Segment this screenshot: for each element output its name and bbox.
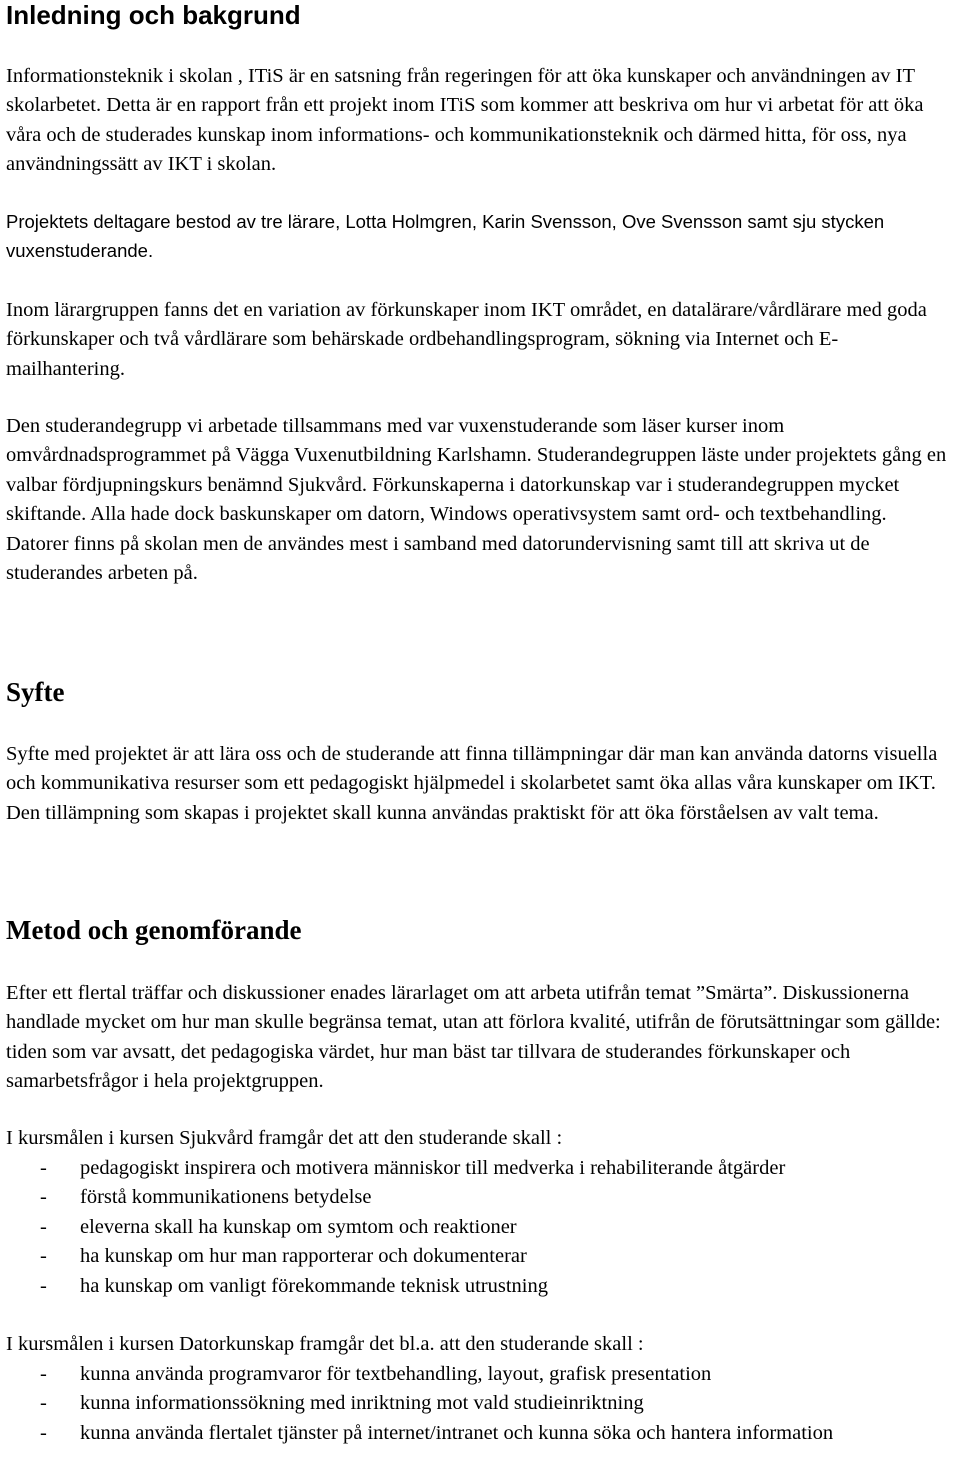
syfte-paragraph (6, 740, 954, 828)
list-item-text: kunna informationssökning med inriktning mot vald studieinriktning (80, 1392, 644, 1415)
list-item-text: ha kunskap om vanligt förekommande teknisk utrustning (80, 1274, 549, 1297)
intro-paragraph-4-text: Den studerandegrupp vi arbetade tillsammans med var vuxenstuderande som läser kurser inom omvårdnadsprogrammet på Vägga Vuxenutbildning Karlshamn. Studerandegruppen läste under projektets gång en valbar fördjupningskurs benämnd Sjukvård. Förkunskaperna i datorkunskap var i studerandegruppen mycket skiftande. Alla hade dock baskunskaper om datorn, Windows operativsystem samt ord- och textbehandling. Datorer finns på skolan men de användes mest i samband med datorundervisning samt till att skriva ut de studerandes arbeten på. (6, 415, 947, 585)
dash-bullet: - (40, 1392, 47, 1415)
sjukvard-goals-list (6, 1154, 954, 1302)
list-item-text: eleverna skall ha kunskap om symtom och reaktioner (80, 1215, 517, 1238)
list-item-text: ha kunskap om hur man rapporterar och dokumenterar (80, 1245, 527, 1268)
datorkunskap-goals-list (6, 1360, 954, 1449)
list-item (6, 1360, 954, 1390)
list-item (6, 1272, 954, 1302)
dash-bullet: - (40, 1421, 47, 1444)
sjukvard-goals-lead: I kursmålen i kursen Sjukvård framgår det att den studerande skall : (6, 1127, 563, 1149)
intro-paragraph-2 (6, 207, 954, 266)
datorkunskap-goals-lead: I kursmålen i kursen Datorkunskap framgår det bl.a. att den studerande skall : (6, 1333, 644, 1355)
intro-paragraph-1-text: Informationsteknik i skolan , ITiS är en satsning från regeringen för att öka kunskaper och användningen av IT skolarbetet. Detta är en rapport från ett projekt inom ITiS som kommer att beskriva om hur vi arbetat för att öka våra och de studerades kunskap inom informations- och kommunikationsteknik och därmed hitta, för oss, nya användningssätt av IKT i skolan. (6, 65, 924, 176)
dash-bullet: - (40, 1245, 47, 1268)
intro-paragraph-4 (6, 412, 954, 588)
intro-paragraph-3-text: Inom lärargruppen fanns det en variation av förkunskaper inom IKT området, en datalärare/vårdlärare med goda förkunskaper och två vårdlärare som behärskade ordbehandlingsprogram, sökning via Internet och E-mailhantering. (6, 299, 927, 380)
dash-bullet: - (40, 1274, 47, 1297)
metod-paragraph-text: Efter ett flertal träffar och diskussioner enades lärarlaget om att arbeta utifrån temat ”Smärta”. Diskussionerna handlade mycket om hur man skulle begränsa temat, utan att förlora kvalité, utifrån de förutsättningar som gällde: tiden som var avsatt, det pedagogiska värdet, hur man bäst tar tillvara de studerandes förkunskaper och samarbetsfrågor i hela projektgruppen. (6, 982, 941, 1093)
dash-bullet: - (40, 1186, 47, 1209)
syfte-paragraph-text: Syfte med projektet är att lära oss och de studerande att finna tillämpningar där man kan använda datorns visuella och kommunikativa resurser som ett pedagogiskt hjälpmedel i skolarbetet samt öka allas våra kunskaper om IKT. Den tillämpning som skapas i projektet skall kunna användas praktiskt för att öka förståelsen av valt tema. (6, 743, 938, 824)
list-item (6, 1419, 954, 1449)
heading-syfte: Syfte (6, 677, 65, 707)
list-item-text: kunna använda programvaror för textbehandling, layout, grafisk presentation (80, 1362, 712, 1385)
heading-inledning: Inledning och bakgrund (6, 0, 301, 30)
sjukvard-goals (6, 1124, 954, 1302)
heading-metod: Metod och genomförande (6, 915, 302, 945)
metod-paragraph (6, 979, 954, 1097)
list-item (6, 1183, 954, 1213)
list-item (6, 1389, 954, 1419)
intro-paragraph-3 (6, 296, 954, 384)
list-item-text: kunna använda flertalet tjänster på internet/intranet och kunna söka och hantera information (80, 1421, 834, 1444)
dash-bullet: - (40, 1215, 47, 1238)
dash-bullet: - (40, 1156, 47, 1179)
list-item-text: pedagogiskt inspirera och motivera människor till medverka i rehabiliterande åtgärder (80, 1156, 786, 1179)
intro-paragraph-2-text: Projektets deltagare bestod av tre lärare, Lotta Holmgren, Karin Svensson, Ove Svensson samt sju stycken vuxenstuderande. (6, 211, 885, 262)
list-item-text: förstå kommunikationens betydelse (80, 1186, 372, 1209)
datorkunskap-goals (6, 1330, 954, 1448)
list-item (6, 1242, 954, 1272)
dash-bullet: - (40, 1362, 47, 1385)
list-item (6, 1213, 954, 1243)
list-item (6, 1154, 954, 1184)
intro-paragraph-1 (6, 62, 954, 180)
